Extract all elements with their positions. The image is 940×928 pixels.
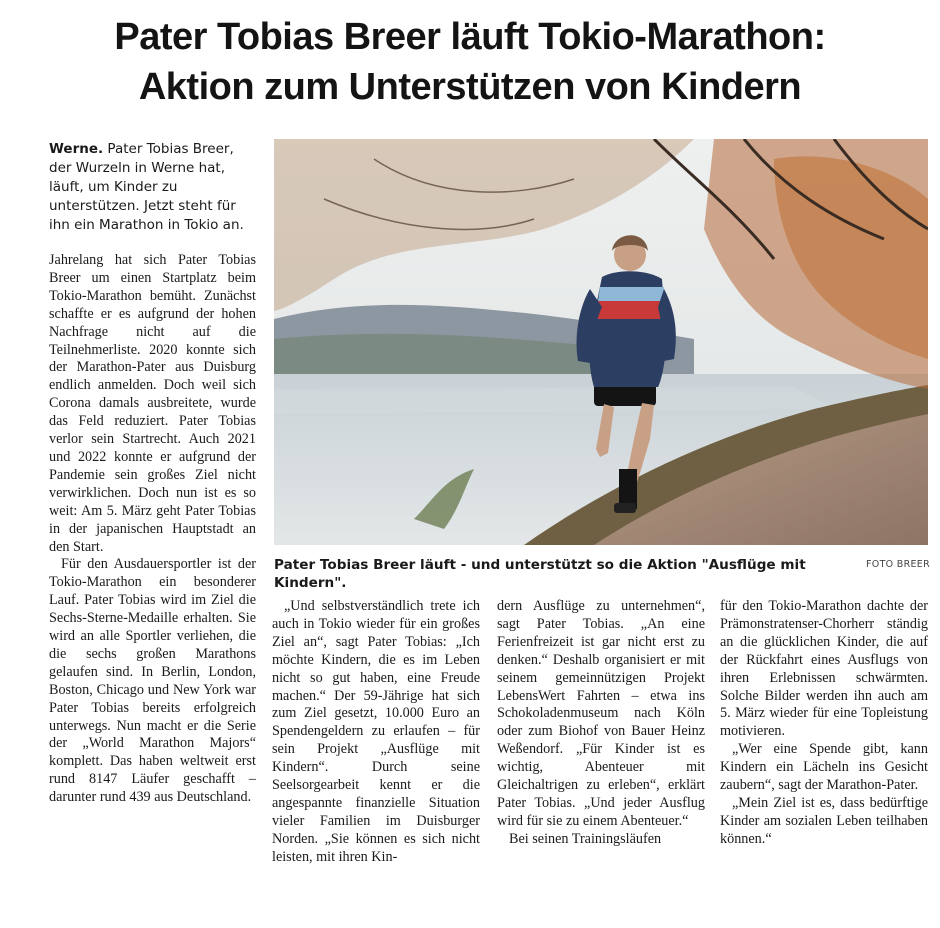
article-column-4 bbox=[720, 598, 928, 849]
body-paragraph: „Mein Ziel ist es, dass bedürftige Kinder am sozialen Leben teilhaben können.“ bbox=[720, 794, 928, 847]
body-paragraph: Jahrelang hat sich Pater Tobias Breer um einen Startplatz beim Tokio-Marathon bemüht. Zunächst schaffte er es aufgrund der hohen Nachfrage nicht auf die Teilnehmerliste. 2020 konnte sich der Marathon-Pater aus Duisburg endlich anmelden. Doch weil sich Corona damals ausbreitete, wurde das Feld reduziert. Pater Tobias verlor sein Startrecht. Auch 2021 und 2022 konnte er aufgrund der Pandemie sein großes Ziel nicht verwirklichen. Doch nun ist es so weit: Am 5. März geht Pater Tobias in der japanischen Hauptstadt an den Start. bbox=[49, 252, 256, 555]
photo-credit: FOTO BREER bbox=[866, 559, 930, 570]
headline-line-1: Pater Tobias Breer läuft Tokio-Marathon: bbox=[114, 16, 826, 58]
body-paragraph: Bei seinen Trainingsläufen bbox=[509, 830, 662, 847]
photo-caption: Pater Tobias Breer läuft - und unterstützt so die Aktion "Ausflüge mit Kindern". bbox=[274, 557, 806, 591]
runner-photo-illustration bbox=[274, 139, 928, 545]
dateline: Werne. bbox=[49, 141, 104, 157]
lead-paragraph bbox=[49, 140, 259, 235]
body-paragraph: Für den Ausdauersportler ist der Tokio-Marathon ein besonderer Lauf. Pater Tobias wird im Ziel die Sechs-Sterne-Medaille erhalten. Sie wird an alle Sportler verliehen, die die sechs großen Marathons gelaufen sind. In Berlin, London, Boston, Chicago und New York war Pater Tobias bereits erfolgreich unterwegs. Nun macht er die Serie der „World Marathon Majors“ komplett. Das haben weltweit erst rund 8147 Läufer geschafft – darunter rund 439 aus Deutschland. bbox=[49, 556, 256, 806]
runner-photo bbox=[274, 139, 928, 545]
body-paragraph: für den Tokio-Marathon dachte der Prämonstratenser-Chorherr ständig an die glücklichen Kinder, die auf der Rückfahrt eines Ausflugs von ihren Erlebnissen schwärmten. Solche Bilder werden ihn auch am 5. März wieder für eine Topleistung motivieren. bbox=[720, 598, 928, 740]
body-paragraph: „Wer eine Spende gibt, kann Kindern ein Lächeln ins Gesicht zaubern“, sagt der Marathon-Pater. bbox=[720, 741, 928, 794]
article-column-3 bbox=[497, 598, 705, 849]
lead-text: Pater Tobias Breer, der Wurzeln in Werne hat, läuft, um Kinder zu unterstützen. Jetzt steht für ihn ein Marathon in Tokio an. bbox=[49, 141, 244, 233]
body-paragraph: „Und selbstverständlich trete ich auch in Tokio wieder für ein großes Ziel an“, sagt Pater Tobias: „Ich möchte Kindern, die es im Leben nicht so gut haben, eine Freude machen.“ Der 59-Jährige hat sich zum Ziel gesetzt, 10.000 Euro an Spendengeldern zu erlaufen – für sein Projekt „Ausflüge mit Kindern“. Durch seine Seelsorgearbeit kennt er die angespannte finanzielle Situation vieler Familien im Duisburger Norden. „Sie können es sich nicht leisten, mit ihren Kin- bbox=[272, 598, 480, 865]
article-column-2 bbox=[272, 598, 480, 867]
headline-line-2: Aktion zum Unterstützen von Kindern bbox=[138, 66, 802, 108]
body-paragraph: dern Ausflüge zu unternehmen“, sagt Pater Tobias. „An eine Ferienfreizeit ist gar nicht erst zu denken.“ Deshalb organisiert er mit seinem gemeinnützigen Projekt LebensWert Fahrten – etwa ins Schokoladenmuseum nach Köln oder zum Biohof von Bauer Heinz Weßendorf. „Für Kinder ist es wichtig, Abenteuer mit Gleichaltrigen zu erleben“, erklärt Pater Tobias. „Und jeder Ausflug wird für sie zu einem Abenteuer.“ bbox=[497, 598, 705, 829]
article-column-1 bbox=[49, 252, 256, 807]
